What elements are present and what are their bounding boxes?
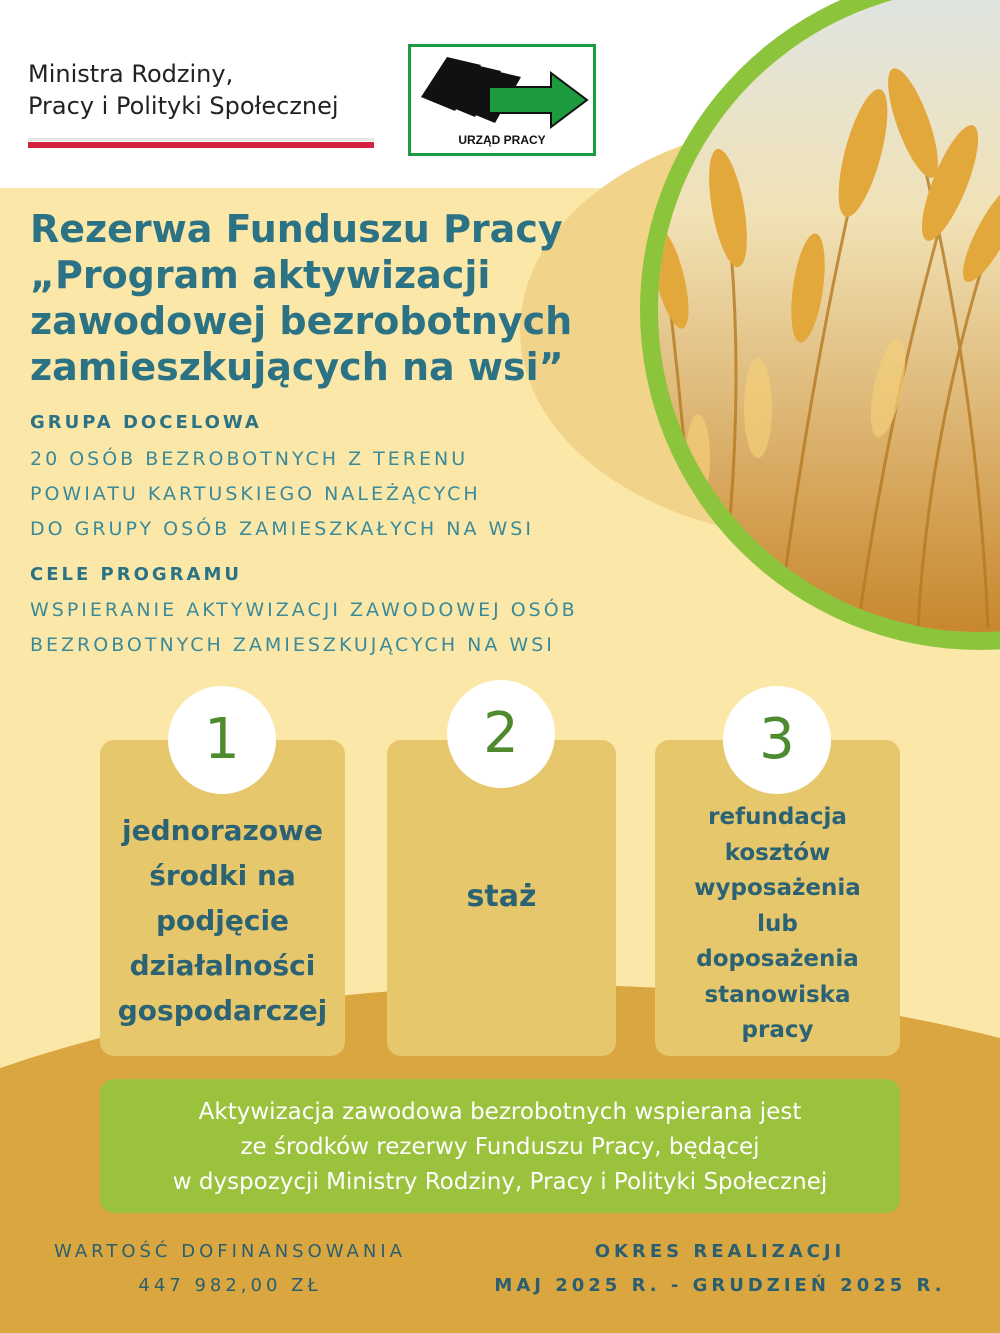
card-2-line: staż xyxy=(466,879,537,914)
card-1-number: 1 xyxy=(168,686,276,794)
card-1-line: działalności xyxy=(129,949,316,982)
funding-note-line-1: Aktywizacja zawodowa bezrobotnych wspierana jest xyxy=(198,1099,802,1125)
card-3-line: wyposażenia xyxy=(694,875,861,901)
target-group-line-1: 20 OSÓB BEZROBOTNYCH Z TERENU xyxy=(30,448,469,470)
goals-line-2: BEZROBOTNYCH ZAMIESZKUJĄCYCH NA WSI xyxy=(30,634,555,656)
target-group-label: GRUPA DOCELOWA xyxy=(30,412,262,433)
goals-label: CELE PROGRAMU xyxy=(30,564,242,585)
period-label: OKRES REALIZACJI xyxy=(594,1241,846,1262)
title-line-3: zawodowej bezrobotnych xyxy=(30,299,573,343)
funding-note-box xyxy=(100,1079,900,1213)
card-3-number: 3 xyxy=(723,686,831,794)
card-2-text xyxy=(387,874,616,919)
funding-value-label: WARTOŚĆ DOFINANSOWANIA xyxy=(54,1241,406,1262)
card-3-text xyxy=(655,800,900,1049)
card-1-line: podjęcie xyxy=(155,904,290,937)
flag-stripe-white xyxy=(28,138,374,141)
funding-note-text xyxy=(100,1095,900,1200)
title-line-1: Rezerwa Funduszu Pracy xyxy=(30,207,563,251)
card-3-line: lub xyxy=(757,910,798,937)
funding-note-line-3: w dyspozycji Ministry Rodziny, Pracy i Polityki Społecznej xyxy=(172,1169,828,1195)
card-3-line: doposażenia xyxy=(696,946,859,972)
card-1-text xyxy=(100,808,345,1033)
card-1-line: jednorazowe xyxy=(122,814,323,847)
goals-line-1: WSPIERANIE AKTYWIZACJI ZAWODOWEJ OSÓB xyxy=(30,599,578,621)
logo-text: URZĄD PRACY xyxy=(458,133,546,147)
flag-stripe-red xyxy=(28,142,374,148)
title-line-4: zamieszkujących na wsi” xyxy=(30,345,564,389)
card-3-line: pracy xyxy=(741,1017,814,1043)
card-3-line: stanowiska xyxy=(704,981,851,1008)
ministry-line-2: Pracy i Polityki Społecznej xyxy=(28,92,339,120)
card-2-number: 2 xyxy=(447,680,555,788)
logo-arrow-icon xyxy=(411,47,593,131)
funding-note-line-2: ze środków rezerwy Funduszu Pracy, będącej xyxy=(240,1134,760,1160)
title-line-2: „Program aktywizacji xyxy=(30,253,491,297)
ministry-line-1: Ministra Rodziny, xyxy=(28,60,234,88)
target-group-line-3: DO GRUPY OSÓB ZAMIESZKAŁYCH NA WSI xyxy=(30,518,534,540)
ministry-name xyxy=(28,58,388,122)
urzad-pracy-logo xyxy=(408,44,596,156)
period-value: MAJ 2025 R. - GRUDZIEŃ 2025 R. xyxy=(494,1275,946,1296)
card-1-line: środki na xyxy=(149,859,296,892)
card-3-line: refundacja xyxy=(708,804,847,830)
card-3-line: kosztów xyxy=(724,839,831,866)
target-group-line-2: POWIATU KARTUSKIEGO NALEŻĄCYCH xyxy=(30,483,481,505)
program-title xyxy=(30,206,630,390)
card-1-line: gospodarczej xyxy=(117,994,328,1027)
funding-value: 447 982,00 ZŁ xyxy=(138,1275,322,1296)
